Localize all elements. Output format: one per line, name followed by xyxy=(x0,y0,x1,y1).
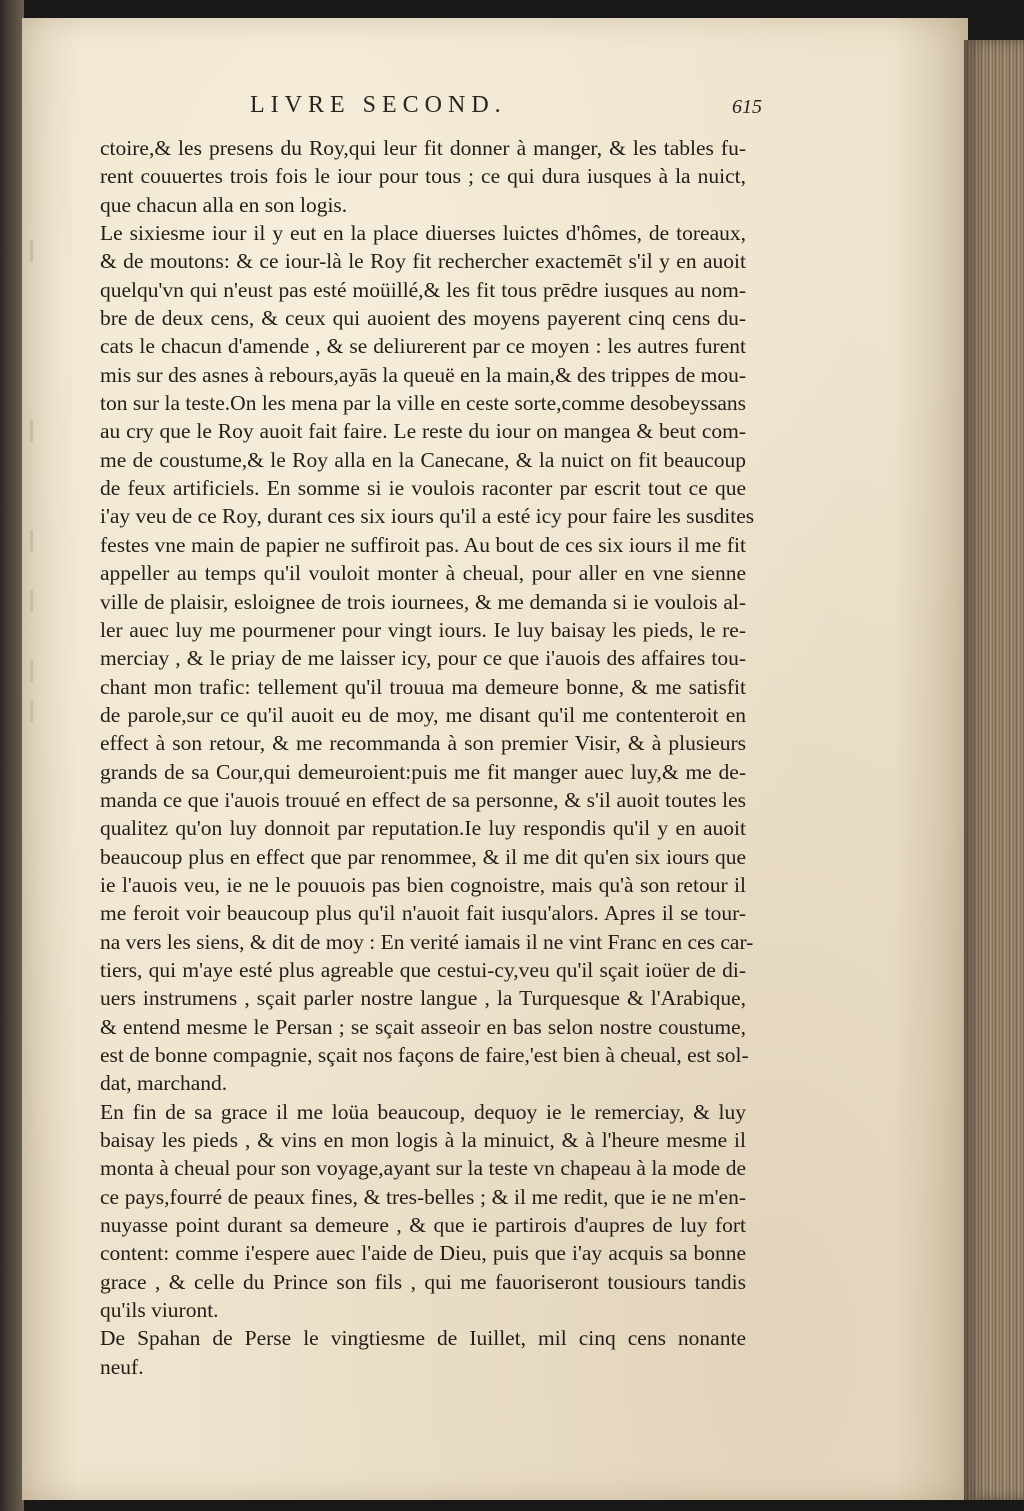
text-line: content: comme i'espere auec l'aide de Dieu, puis que i'ay acquis sa bonne xyxy=(100,1241,746,1266)
text-line: En fin de sa grace il me loüa beaucoup, dequoy ie le remerciay, & luy xyxy=(100,1099,746,1124)
text-line: ctoire,& les presens du Roy,qui leur fit donner à manger, & les tables fu- xyxy=(100,136,746,160)
gutter-mark xyxy=(30,420,33,442)
text-line: uers instrumens , sçait parler nostre langue , la Turquesque & l'Arabique, xyxy=(100,986,746,1011)
text-line: me feroit voir beaucoup plus qu'il n'auoit fait iusqu'alors. Apres il se tour- xyxy=(100,901,746,926)
gutter-mark xyxy=(30,660,33,682)
text-line: monta à cheual pour son voyage,ayant sur la teste vn chapeau à la mode de xyxy=(100,1156,746,1181)
text-line: est de bonne compagnie, sçait nos façons de faire,'est bien à cheual, est sol- xyxy=(100,1043,749,1067)
text-line: merciay , & le priay de me laisser icy, pour ce que i'auois des affaires tou- xyxy=(100,646,746,671)
text-line: baisay les pieds , & vins en mon logis à la minuict, & à l'heure mesme il xyxy=(100,1128,746,1153)
text-line: i'ay veu de ce Roy, durant ces six iours qu'il a esté icy pour faire les susdites xyxy=(100,504,755,529)
text-line: Le sixiesme iour il y eut en la place diuerses luictes d'hômes, de toreaux, xyxy=(100,221,746,246)
text-line: ce pays,fourré de peaux fines, & tres-belles ; & il me redit, que ie ne m'en- xyxy=(100,1184,746,1209)
text-line: de feux artificiels. En somme si ie voulois raconter par escrit tout ce que xyxy=(100,476,746,501)
text-line: grace , & celle du Prince son fils , qui me fauoriseront tousiours tandis xyxy=(100,1269,746,1294)
text-line: & entend mesme le Persan ; se sçait asseoir en bas selon nostre coustume, xyxy=(100,1014,746,1039)
text-line: que chacun alla en son logis. xyxy=(100,192,348,217)
text-line: de parole,sur ce qu'il auoit eu de moy, me disant qu'il me contenteroit en xyxy=(100,702,746,727)
text-line: qu'ils viuront. xyxy=(100,1298,219,1323)
gutter-mark xyxy=(30,530,33,552)
text-line: grands de sa Cour,qui demeuroient:puis me fit manger auec luy,& me de- xyxy=(100,759,746,784)
body-text xyxy=(100,134,755,1381)
text-line: chant mon trafic: tellement qu'il trouua ma demeure bonne, & me satisfit xyxy=(100,674,746,699)
text-line: effect à son retour, & me recommanda à son premier Visir, & à plusieurs xyxy=(100,731,746,756)
text-line: rent couuertes trois fois le iour pour tous ; ce qui dura iusques à la nuict, xyxy=(100,164,746,189)
text-line: nuyasse point durant sa demeure , & que ie partirois d'aupres de luy fort xyxy=(100,1213,746,1238)
page-fore-edge xyxy=(964,40,1024,1500)
text-line: qualitez qu'on luy donnoit par reputation.Ie luy respondis qu'il y en auoit xyxy=(100,816,746,841)
text-line: ton sur la teste.On les mena par la ville en ceste sorte,comme desobeyssans xyxy=(100,391,746,416)
text-line: bre de deux cens, & ceux qui auoient des moyens payerent cinq cens du- xyxy=(100,306,746,331)
text-line: & de moutons: & ce iour-là le Roy fit rechercher exactemēt s'il y en auoit xyxy=(100,249,746,274)
text-line: ler auec luy me pourmener pour vingt iours. Ie luy baisay les pieds, le re- xyxy=(100,617,746,642)
text-line: festes vne main de papier ne suffiroit pas. Au bout de ces six iours il me fit xyxy=(100,532,746,557)
text-line: neuf. xyxy=(100,1354,144,1379)
gutter-mark xyxy=(30,700,33,722)
text-line: mis sur des asnes à rebours,ayās la queuë en la main,& des trippes de mou- xyxy=(100,362,747,387)
text-line: tiers, qui m'aye esté plus agreable que cestui-cy,veu qu'il sçait ioüer de di- xyxy=(100,957,746,982)
text-line: quelqu'vn qui n'eust pas esté moüillé,& les fit tous prēdre iusques au nom- xyxy=(100,277,746,302)
folio-number: 615 xyxy=(732,96,762,118)
gutter-mark xyxy=(30,590,33,612)
text-line: na vers les siens, & dit de moy : En verité iamais il ne vint Franc en ces car- xyxy=(100,929,754,954)
text-line: manda ce que i'auois trouué en effect de sa personne, & s'il auoit toutes les xyxy=(100,787,746,812)
text-line: ville de plaisir, esloignee de trois iournees, & me demanda si ie voulois al- xyxy=(100,589,746,614)
text-line: cats le chacun d'amende , & se deliurerent par ce moyen : les autres furent xyxy=(100,334,746,359)
text-line: dat, marchand. xyxy=(100,1071,228,1096)
running-head: LIVRE SECOND. xyxy=(250,92,507,118)
book-spine-edge xyxy=(0,0,24,1511)
text-line: ie l'auois veu, ie ne le pouuois pas bien cognoistre, mais qu'à son retour il xyxy=(100,872,746,897)
gutter-marks xyxy=(26,0,34,1511)
text-line: De Spahan de Perse le vingtiesme de Iuillet, mil cinq cens nonante xyxy=(100,1326,746,1351)
text-line: appeller au temps qu'il vouloit monter à cheual, pour aller en vne sienne xyxy=(100,561,746,586)
text-line: au cry que le Roy auoit fait faire. Le reste du iour on mangea & beut com- xyxy=(100,419,746,444)
text-line: beaucoup plus en effect que par renommee, & il me dit qu'en six iours que xyxy=(100,844,746,869)
text-line: me de coustume,& le Roy alla en la Canecane, & la nuict on fit beaucoup xyxy=(100,447,746,472)
gutter-mark xyxy=(30,240,33,262)
